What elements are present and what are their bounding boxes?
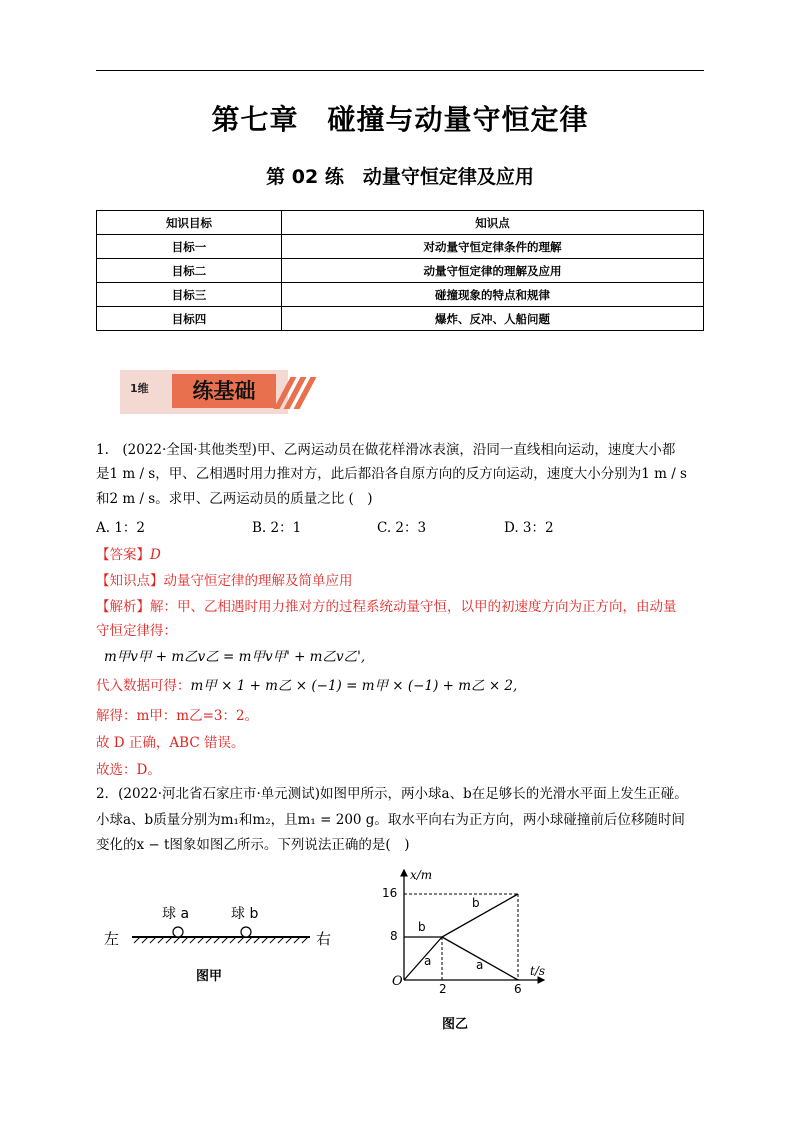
- figure-a: [100, 895, 350, 995]
- origin-label: O: [392, 974, 403, 989]
- q1-line: 是1 m / s，甲、乙相遇时用力推对方，此后都沿各自原方向的反方向运动，速度大小分别为1 m / s: [96, 466, 687, 482]
- section-title: 第 02 练 动量守恒定律及应用: [266, 166, 534, 188]
- header-rule: [96, 70, 704, 71]
- conclusion-line: 故 D 正确，ABC 错误。: [96, 735, 245, 751]
- substitute-equation: m甲 × 1 + m乙 × (−1) = m甲 × (−1) + m乙 × 2,: [190, 678, 518, 694]
- analysis-line: [96, 597, 677, 617]
- table-cell: 碰撞现象的特点和规律: [282, 283, 704, 307]
- option-c: C. 2：3: [377, 520, 427, 536]
- figure-a-drawing: [100, 895, 350, 995]
- x-axis-label: t/s: [530, 964, 546, 978]
- table-header-cell: 知识目标: [97, 211, 282, 235]
- y-tick-16: 16: [382, 886, 398, 900]
- q2-line: 2．(2022·河北省石家庄市·单元测试)如图甲所示，两小球a、b在足够长的光滑水平面上发生正碰。: [96, 786, 688, 802]
- table-row: [97, 259, 704, 283]
- figure-b: [380, 862, 560, 1032]
- label-a-before: a: [424, 954, 432, 968]
- figure-b-caption: 图乙: [442, 1017, 469, 1032]
- goals-table: [96, 210, 704, 331]
- option-b: B. 2：1: [252, 520, 302, 536]
- label-b-after: b: [472, 896, 480, 910]
- line-a-before: [404, 937, 442, 980]
- x-tick-6: 6: [514, 982, 522, 996]
- q1-line: 和2 m / s。求甲、乙两运动员的质量之比 ( ): [96, 491, 373, 507]
- chapter-title: 第七章 碰撞与动量守恒定律: [211, 103, 589, 136]
- figure-a-caption: 图甲: [196, 969, 223, 984]
- choice-line: 故选：D。: [96, 762, 161, 778]
- table-header-row: [97, 211, 704, 235]
- table-cell: 目标二: [97, 259, 282, 283]
- figure-b-graph: [380, 862, 560, 1032]
- x-tick-2: 2: [439, 982, 447, 996]
- table-cell: 目标四: [97, 307, 282, 331]
- right-label: 右: [316, 930, 332, 948]
- table-row: [97, 307, 704, 331]
- analysis-tag: 【解析】: [96, 599, 150, 615]
- section-banner: [120, 367, 308, 417]
- banner-title: 练基础: [172, 374, 276, 408]
- q2-line: 小球a、b质量分别为m₁和m₂，且m₁ = 200 g。取水平向右为正方向，两小球碰撞前后位移随时间: [96, 812, 685, 828]
- table-row: [97, 283, 704, 307]
- table-cell: 对动量守恒定律条件的理解: [282, 235, 704, 259]
- banner-badge: 1维: [130, 382, 149, 395]
- analysis-line-2: 守恒定律得：: [96, 623, 177, 639]
- option-a: A. 1：2: [96, 520, 146, 536]
- label-b-before: b: [418, 920, 426, 934]
- momentum-equation: m甲v甲 + m乙v乙 = m甲v甲' + m乙v乙',: [104, 649, 366, 665]
- ball-b-label: 球 b: [231, 906, 259, 922]
- y-tick-8: 8: [390, 929, 398, 943]
- answer-value: D: [150, 547, 161, 563]
- y-axis-label: x/m: [410, 868, 433, 882]
- option-d: D. 3：2: [504, 520, 554, 536]
- ball-a: [173, 927, 183, 937]
- q2-line: 变化的x − t图象如图乙所示。下列说法正确的是( ): [96, 837, 410, 853]
- table-row: [97, 235, 704, 259]
- table-cell: 动量守恒定律的理解及应用: [282, 259, 704, 283]
- q1-line: 1. (2022·全国·其他类型)甲、乙两运动员在做花样滑冰表演，沿同一直线相向运动，速度大小都: [96, 442, 676, 458]
- analysis-text: 解：甲、乙相遇时用力推对方的过程系统动量守恒，以甲的初速度方向为正方向，由动量: [150, 599, 677, 615]
- ball-b: [241, 927, 251, 937]
- answer-line: [96, 545, 161, 565]
- table-cell: 目标三: [97, 283, 282, 307]
- ball-a-label: 球 a: [162, 906, 190, 922]
- answer-tag: 【答案】: [96, 547, 150, 563]
- solve-line: 解得：m甲：m乙=3：2。: [96, 708, 259, 724]
- table-cell: 爆炸、反冲、人船问题: [282, 307, 704, 331]
- label-a-after: a: [476, 958, 484, 972]
- table-header-cell: 知识点: [282, 211, 704, 235]
- substitute-label: 代入数据可得：: [96, 678, 191, 694]
- knowledge-value: 动量守恒定律的理解及简单应用: [163, 573, 353, 589]
- knowledge-tag: 【知识点】: [96, 573, 164, 589]
- left-label: 左: [104, 930, 120, 948]
- line-b-after: [442, 894, 518, 937]
- substitute-line: [96, 676, 517, 696]
- table-cell: 目标一: [97, 235, 282, 259]
- knowledge-line: [96, 571, 353, 591]
